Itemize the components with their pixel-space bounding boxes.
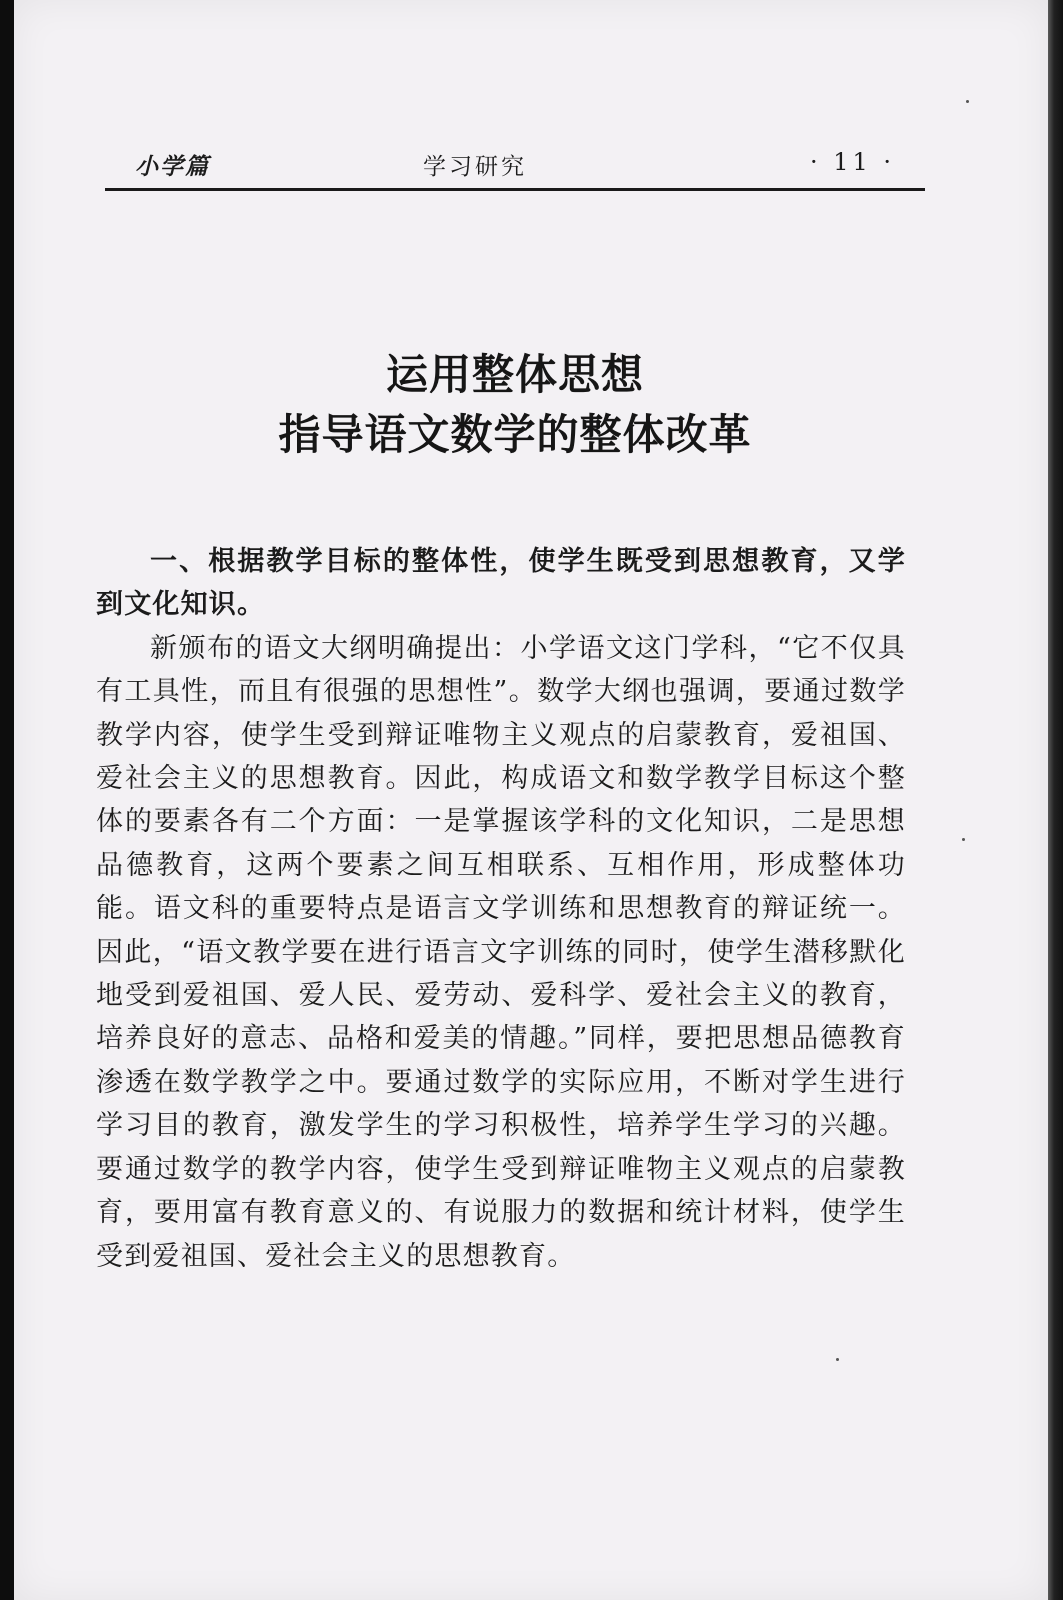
running-header: [105, 140, 925, 190]
scan-left-edge: [0, 0, 14, 1600]
title-line-2: 指导语文数学的整体改革: [278, 410, 752, 459]
scan-speck: [836, 1358, 839, 1361]
header-column-label: 学习研究: [423, 154, 527, 180]
scan-speck: [962, 838, 965, 841]
body-paragraph: 新颁布的语文大纲明确提出：小学语文这门学科，“它不仅具有工具性，而且有很强的思想性”。数学大纲也强调，要通过数学教学内容，使学生受到辩证唯物主义观点的启蒙教育，爱祖国、爱社会主义的思想教育。因此，构成语文和数学教学目标这个整体的要素各有二个方面：一是掌握该学科的文化知识，二是思想品德教育，这两个要素之间互相联系、互相作用，形成整体功能。语文科的重要特点是语言文学训练和思想教育的辩证统一。因此，“语文教学要在进行语言文字训练的同时，使学生潜移默化地受到爱祖国、爱人民、爱劳动、爱科学、爱社会主义的教育，培养良好的意志、品格和爱美的情趣。”同样，要把思想品德教育渗透在数学教学之中。要通过数学的实际应用，不断对学生进行学习目的教育，激发学生的学习积极性，培养学生学习的兴趣。要通过数学的教学内容，使学生受到辩证唯物主义观点的启蒙教育，要用富有教育意义的、有说服力的数据和统计材料，使学生受到爱祖国、爱社会主义的思想教育。: [96, 632, 906, 1272]
title-line-1: 运用整体思想: [385, 350, 644, 399]
article-body: [96, 540, 906, 1278]
header-section-label: 小学篇: [135, 153, 210, 180]
section-heading: 一、根据教学目标的整体性，使学生既受到思想教育，又学到文化知识。: [96, 546, 906, 621]
article-title: [100, 345, 930, 465]
page-number: · 11 ·: [809, 148, 895, 176]
header-rule: [105, 188, 925, 191]
scan-speck: [966, 100, 969, 103]
scan-right-edge: [1048, 0, 1063, 1600]
